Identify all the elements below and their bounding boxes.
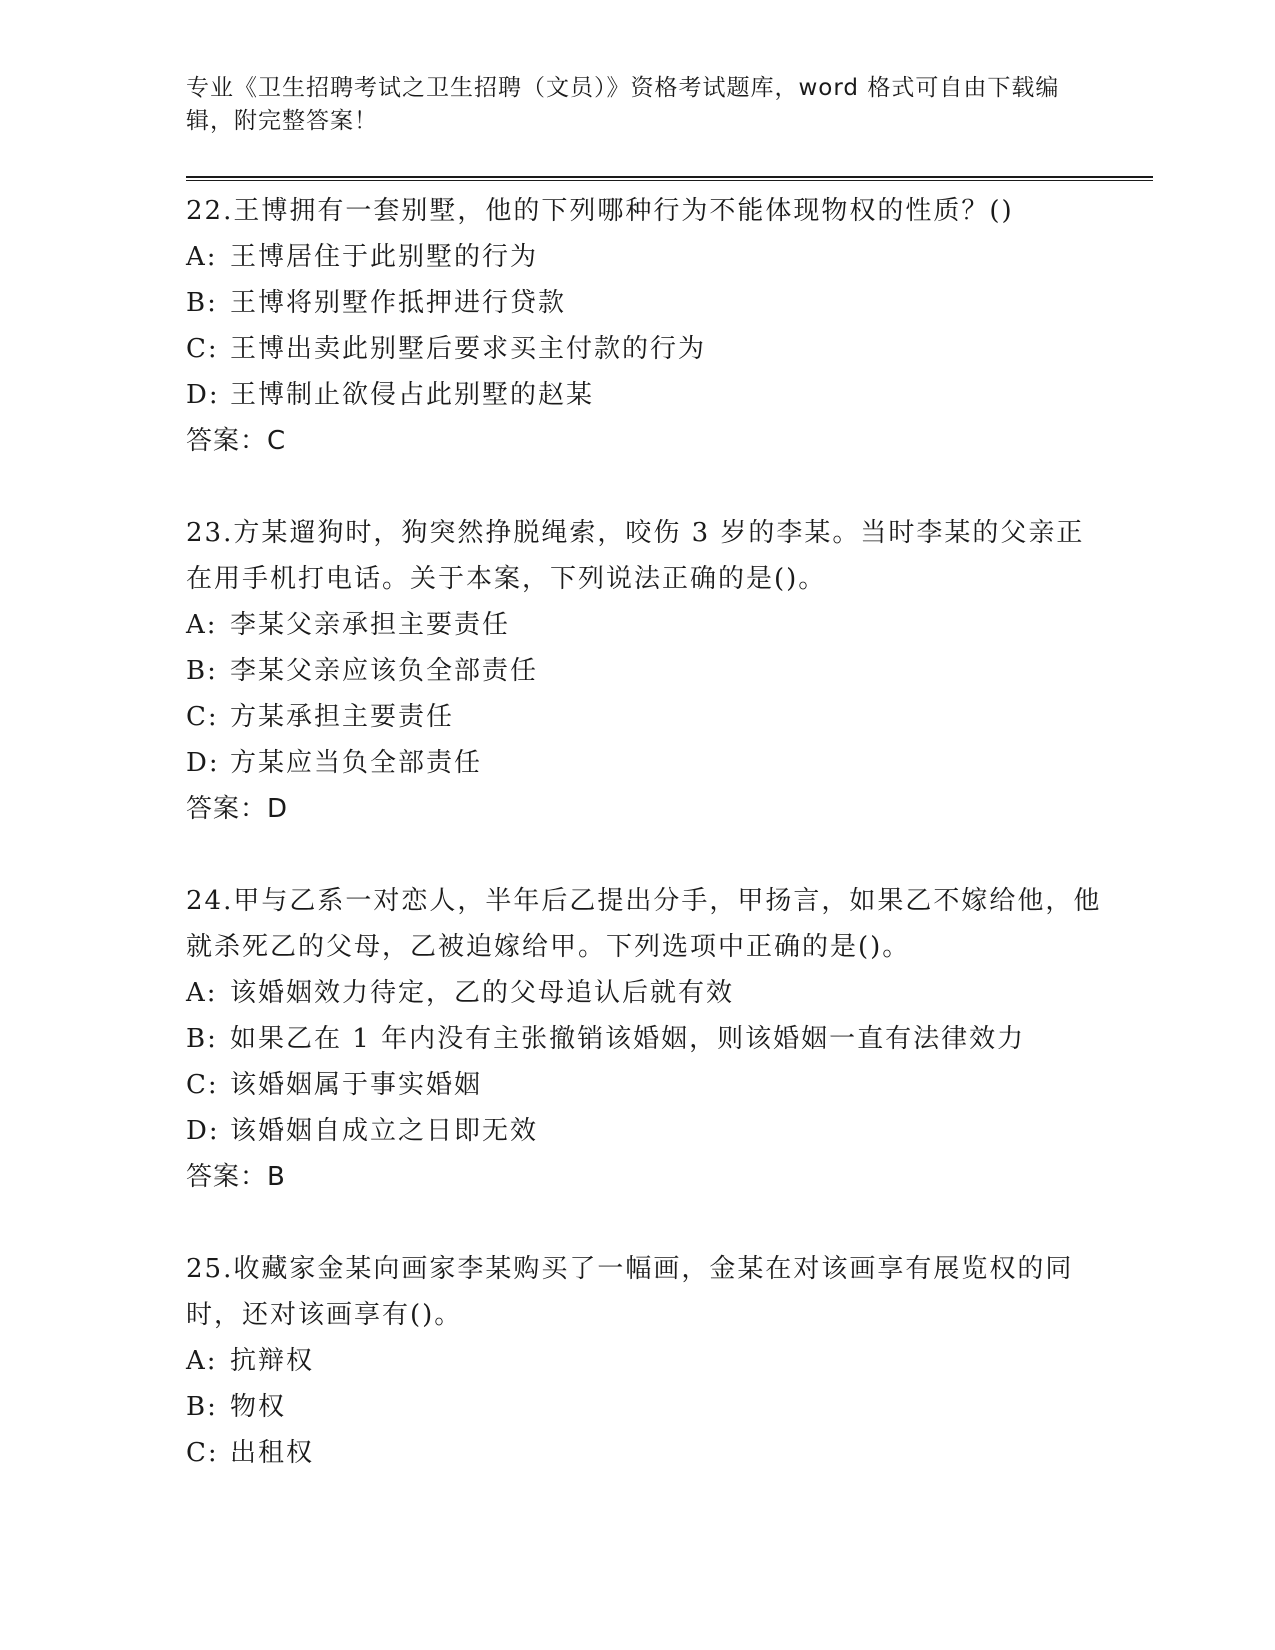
- option-letter: D:: [186, 1116, 220, 1146]
- option-text: 方某应当负全部责任: [230, 748, 483, 778]
- answer-value: C: [267, 426, 287, 456]
- answer-value: B: [267, 1162, 286, 1192]
- answer-label: 答案：: [186, 794, 268, 824]
- option-letter: C:: [186, 1438, 219, 1468]
- option-c: [186, 1062, 1106, 1108]
- option-letter: C:: [186, 334, 219, 364]
- question-24: [186, 878, 1106, 1200]
- option-text: 李某父亲承担主要责任: [230, 610, 511, 640]
- option-text: 王博出卖此别墅后要求买主付款的行为: [230, 334, 707, 364]
- question-22: [186, 188, 1106, 464]
- option-letter: A:: [186, 242, 218, 272]
- option-text: 抗辩权: [230, 1346, 315, 1376]
- answer-line: [186, 1154, 1106, 1200]
- question-stem: 22.王博拥有一套别墅，他的下列哪种行为不能体现物权的性质？(): [186, 196, 1014, 226]
- option-text: 物权: [230, 1392, 287, 1422]
- option-letter: A:: [186, 978, 218, 1008]
- option-letter: A:: [186, 610, 218, 640]
- option-letter: B:: [186, 1392, 218, 1422]
- option-a: [186, 602, 1106, 648]
- option-text: 王博居住于此别墅的行为: [230, 242, 539, 272]
- option-text: 如果乙在 1 年内没有主张撤销该婚姻，则该婚姻一直有法律效力: [230, 1024, 1026, 1054]
- document-header: 专业《卫生招聘考试之卫生招聘（文员）》资格考试题库，word 格式可自由下载编辑，附完整答案！: [186, 75, 1060, 134]
- option-b: [186, 1016, 1106, 1062]
- option-letter: B:: [186, 1024, 218, 1054]
- option-b: [186, 648, 1106, 694]
- question-23: [186, 510, 1106, 832]
- answer-line: [186, 418, 1106, 464]
- answer-value: D: [267, 794, 289, 824]
- answer-line: [186, 786, 1106, 832]
- option-a: [186, 1338, 1106, 1384]
- option-d: [186, 1108, 1106, 1154]
- answer-label: 答案：: [186, 1162, 268, 1192]
- option-letter: B:: [186, 288, 218, 318]
- option-letter: D:: [186, 748, 220, 778]
- option-letter: C:: [186, 1070, 219, 1100]
- option-text: 该婚姻效力待定，乙的父母追认后就有效: [230, 978, 735, 1008]
- option-c: [186, 1430, 1106, 1476]
- option-c: [186, 326, 1106, 372]
- option-b: [186, 1384, 1106, 1430]
- option-a: [186, 970, 1106, 1016]
- option-text: 该婚姻属于事实婚姻: [230, 1070, 483, 1100]
- option-letter: B:: [186, 656, 218, 686]
- header-divider: [186, 176, 1153, 181]
- option-d: [186, 740, 1106, 786]
- option-text: 王博将别墅作抵押进行贷款: [230, 288, 567, 318]
- question-25: [186, 1246, 1106, 1476]
- option-text: 该婚姻自成立之日即无效: [230, 1116, 539, 1146]
- option-d: [186, 372, 1106, 418]
- option-c: [186, 694, 1106, 740]
- option-text: 方某承担主要责任: [230, 702, 455, 732]
- option-letter: D:: [186, 380, 220, 410]
- question-list: [186, 188, 1106, 1522]
- option-text: 出租权: [230, 1438, 315, 1468]
- question-stem: 25.收藏家金某向画家李某购买了一幅画，金某在对该画享有展览权的同时，还对该画享有()。: [186, 1254, 1074, 1330]
- option-text: 王博制止欲侵占此别墅的赵某: [230, 380, 595, 410]
- question-stem: 23.方某遛狗时，狗突然挣脱绳索，咬伤 3 岁的李某。当时李某的父亲正在用手机打电话。关于本案，下列说法正确的是()。: [186, 518, 1085, 594]
- option-letter: C:: [186, 702, 219, 732]
- option-letter: A:: [186, 1346, 218, 1376]
- answer-label: 答案：: [186, 426, 268, 456]
- option-b: [186, 280, 1106, 326]
- question-stem: 24.甲与乙系一对恋人，半年后乙提出分手，甲扬言，如果乙不嫁给他，他就杀死乙的父母，乙被迫嫁给甲。下列选项中正确的是()。: [186, 886, 1102, 962]
- option-a: [186, 234, 1106, 280]
- option-text: 李某父亲应该负全部责任: [230, 656, 539, 686]
